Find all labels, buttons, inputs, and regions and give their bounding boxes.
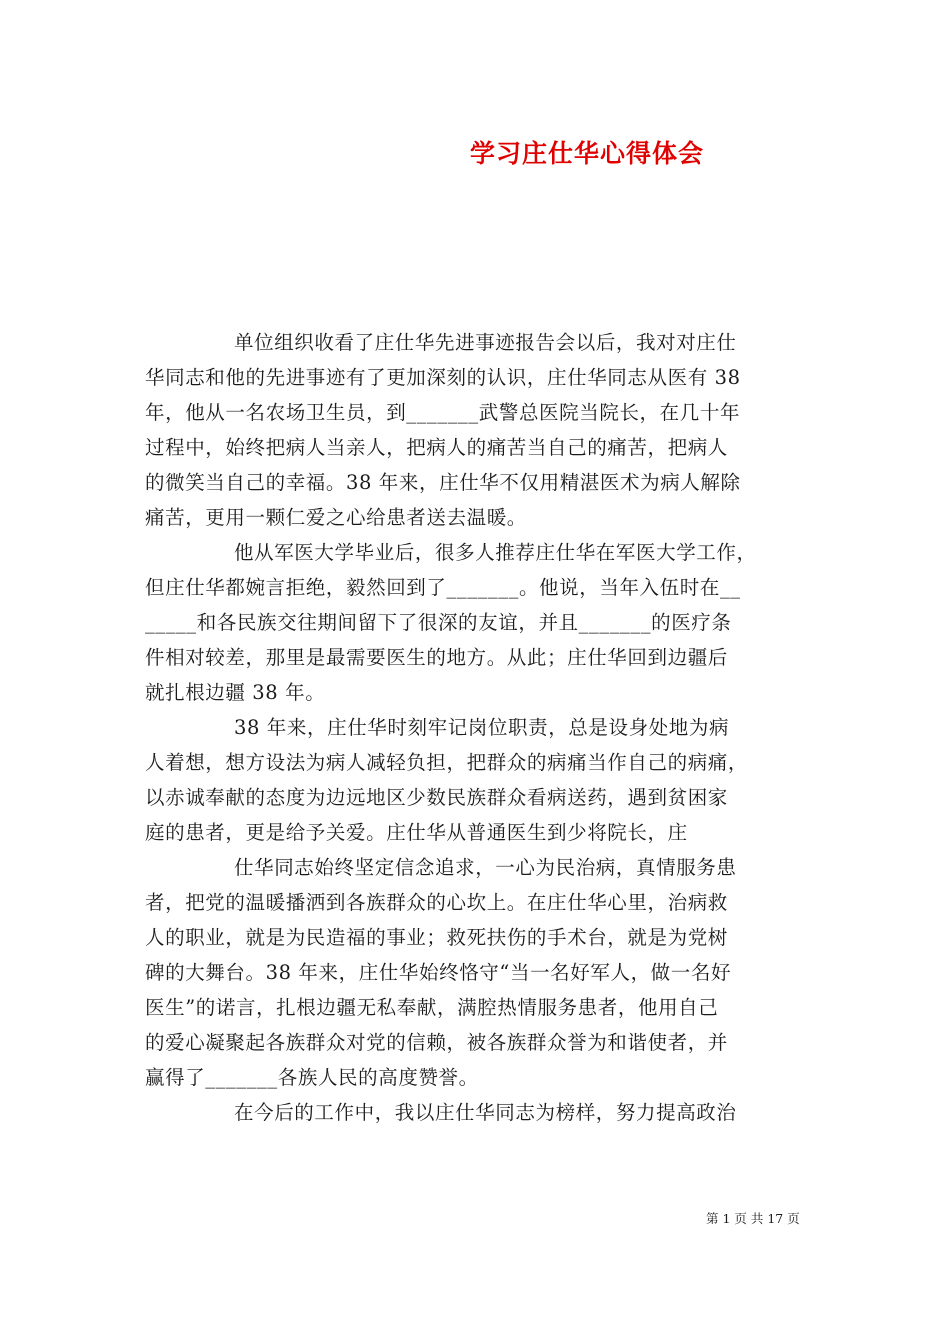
document-body	[145, 325, 810, 1130]
text-line: 的爱心凝聚起各族群众对党的信赖，被各族群众誉为和谐使者，并	[145, 1031, 728, 1054]
text-line: 痛苦，更用一颗仁爱之心给患者送去温暖。	[145, 506, 527, 529]
text-line: 华同志和他的先进事迹有了更加深刻的认识，庄仕华同志从医有 38	[145, 366, 741, 389]
text-line: 的微笑当自己的幸福。38 年来，庄仕华不仅用精湛医术为病人解除	[145, 471, 741, 494]
text-line: _____和各民族交往期间留下了很深的友谊，并且_______的医疗条	[145, 611, 732, 634]
text-line: 过程中，始终把病人当亲人，把病人的痛苦当自己的痛苦，把病人	[145, 436, 728, 459]
text-line: 以赤诚奉献的态度为边远地区少数民族群众看病送药，遇到贫困家	[145, 786, 728, 809]
text-line: 就扎根边疆 38 年。	[145, 681, 326, 704]
text-line: 仕华同志始终坚定信念追求，一心为民治病，真情服务患	[234, 856, 737, 879]
text-line: 人的职业，就是为民造福的事业；救死扶伤的手术台，就是为党树	[145, 926, 728, 949]
text-line: 件相对较差，那里是最需要医生的地方。从此；庄仕华回到边疆后	[145, 646, 728, 669]
text-line: 他从军医大学毕业后，很多人推荐庄仕华在军医大学工作，	[234, 541, 757, 564]
text-line: 在今后的工作中，我以庄仕华同志为榜样，努力提高政治	[234, 1101, 737, 1124]
text-line: 赢得了_______各族人民的高度赞誉。	[145, 1066, 479, 1089]
document-title: 学习庄仕华心得体会	[470, 139, 705, 168]
text-line: 人着想，想方设法为病人减轻负担，把群众的病痛当作自己的病痛，	[145, 751, 749, 774]
page-footer-number: 第 1 页 共 17 页	[706, 1211, 800, 1226]
text-line: 医生”的诺言，扎根边疆无私奉献，满腔热情服务患者，他用自己	[145, 996, 719, 1019]
text-line: 庭的患者，更是给予关爱。庄仕华从普通医生到少将院长，庄	[145, 821, 688, 844]
text-line: 38 年来，庄仕华时刻牢记岗位职责，总是设身处地为病	[234, 716, 730, 739]
text-line: 年，他从一名农场卫生员，到_______武警总医院当院长，在几十年	[145, 401, 741, 424]
text-line: 但庄仕华都婉言拒绝，毅然回到了_______。他说，当年入伍时在__	[145, 576, 741, 599]
text-line: 单位组织收看了庄仕华先进事迹报告会以后，我对对庄仕	[234, 331, 737, 354]
text-line: 碑的大舞台。38 年来，庄仕华始终恪守“当一名好军人，做一名好	[145, 961, 732, 984]
text-line: 者，把党的温暖播洒到各族群众的心坎上。在庄仕华心里，治病救	[145, 891, 728, 914]
